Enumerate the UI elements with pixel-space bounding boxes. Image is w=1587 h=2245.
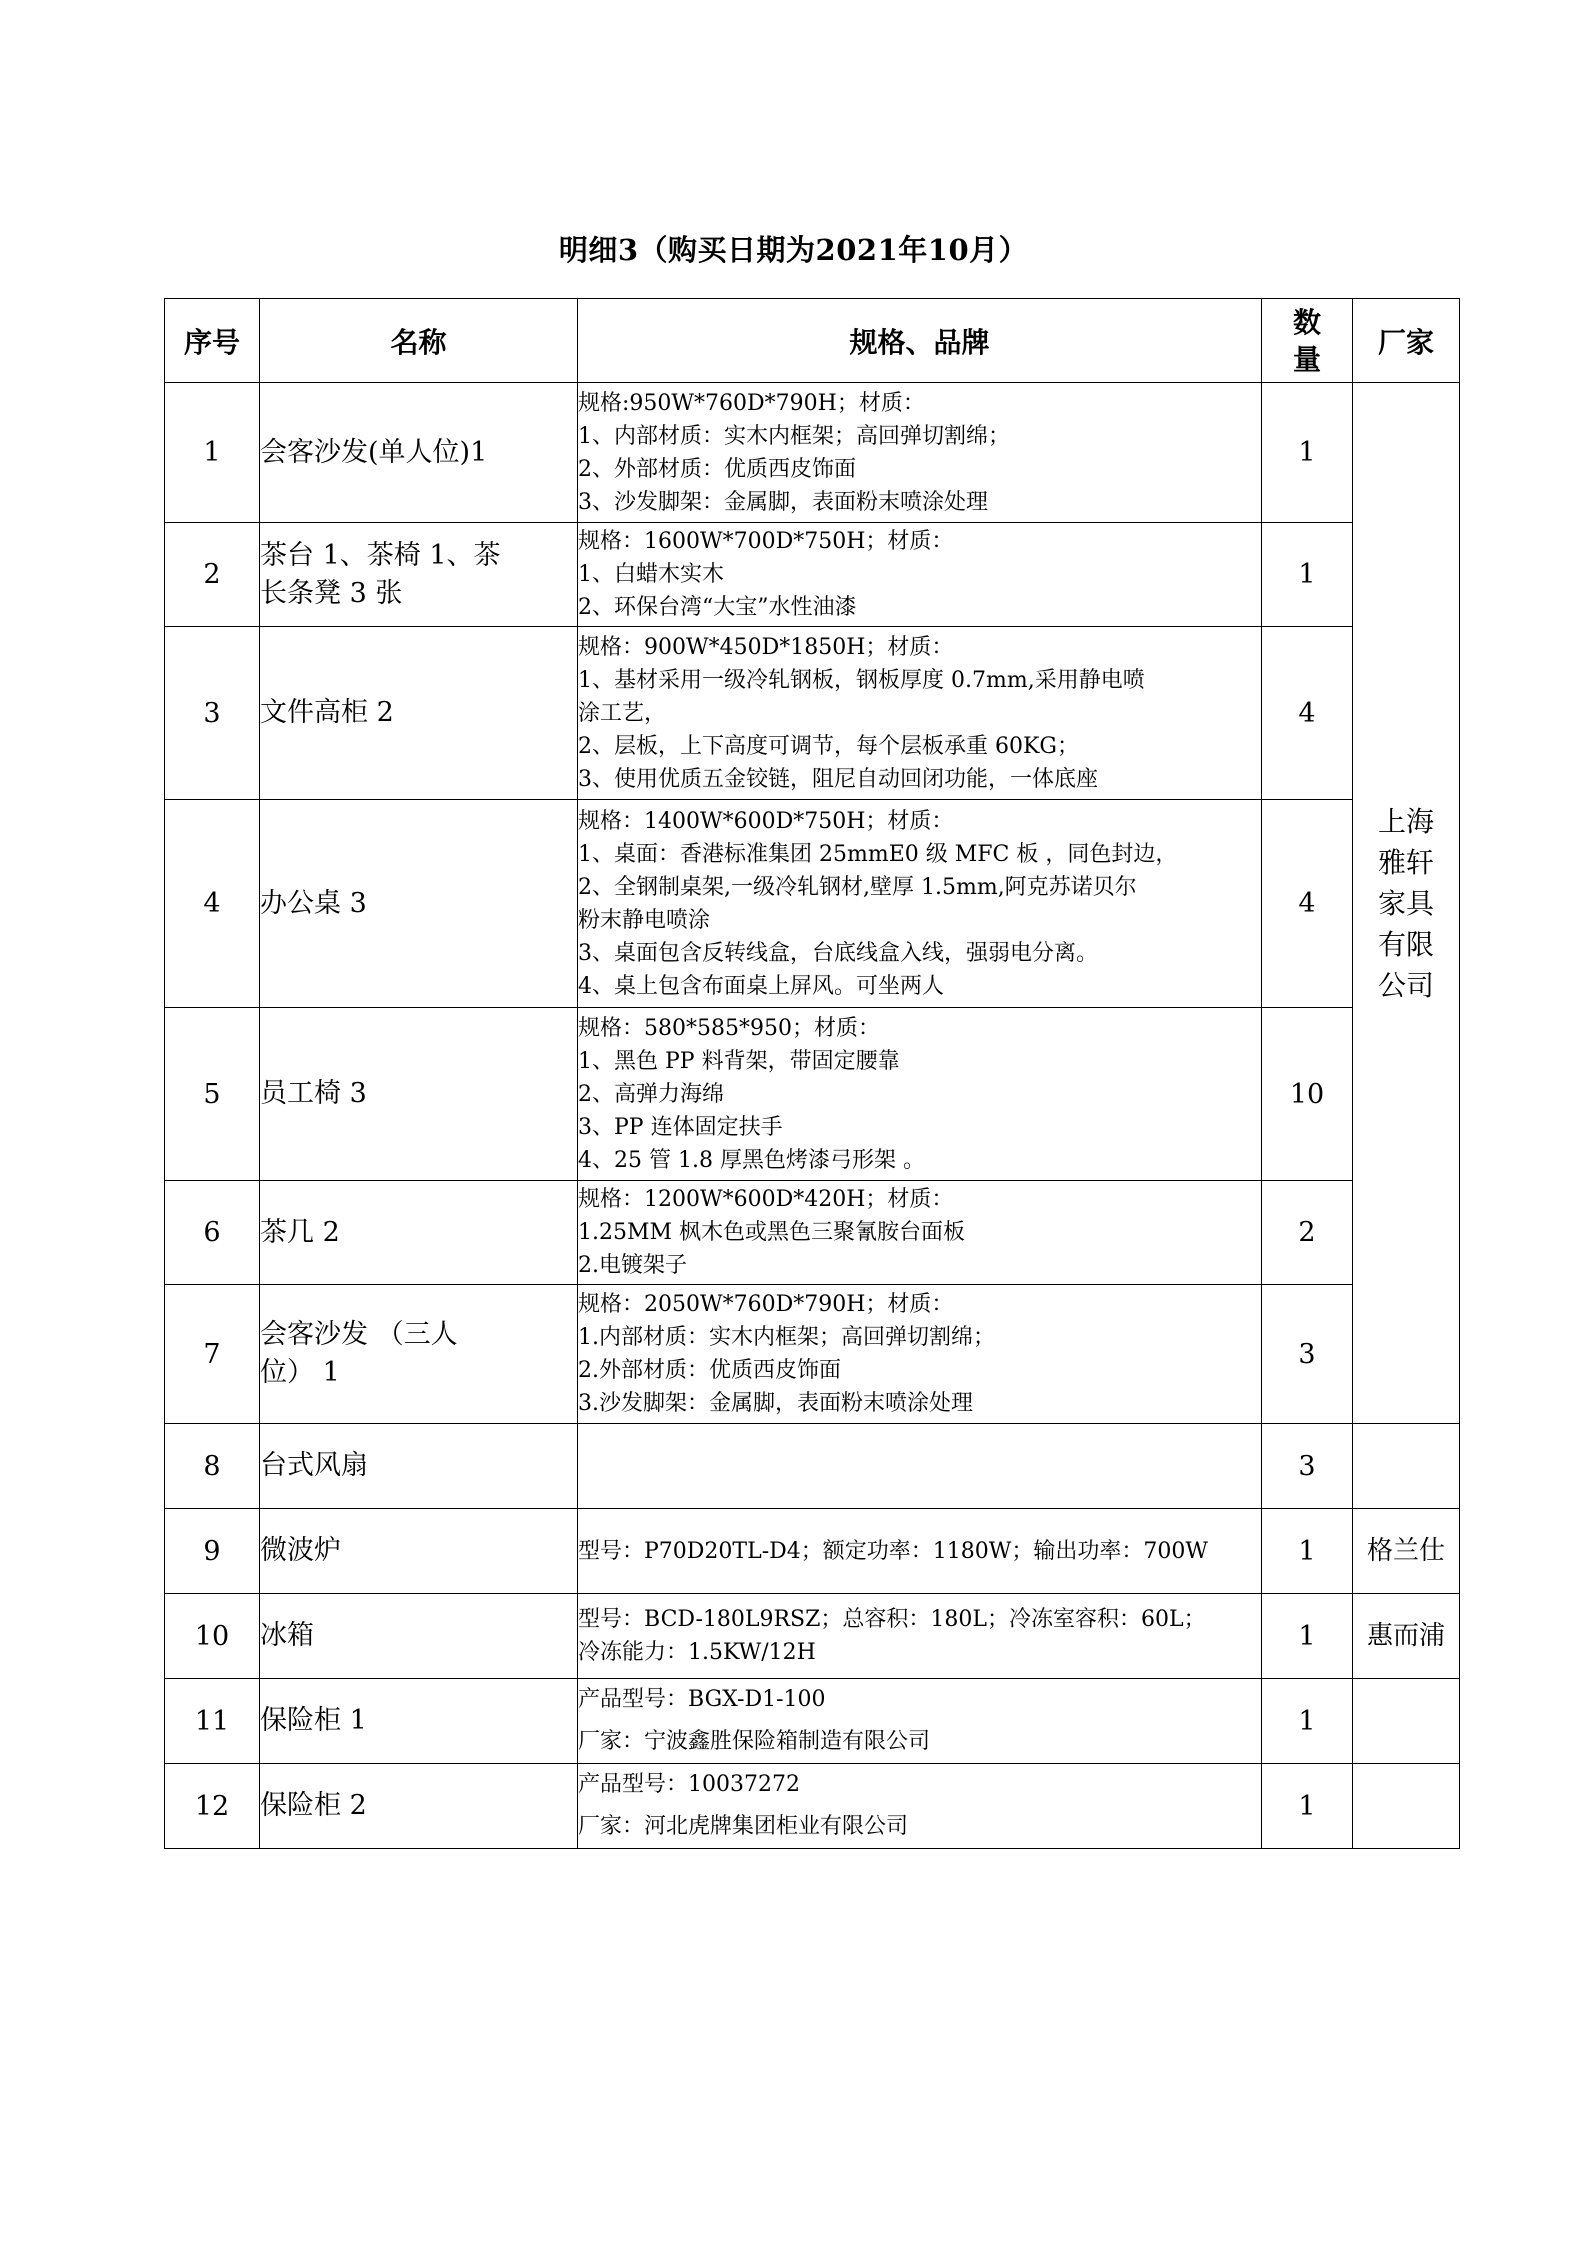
table-row bbox=[165, 627, 1460, 800]
header-manufacturer: 厂家 bbox=[1353, 299, 1460, 383]
cell-spec bbox=[578, 1509, 1262, 1594]
cell-name bbox=[260, 1509, 578, 1594]
name-line: 茶几 2 bbox=[260, 1216, 340, 1248]
cell-quantity: 4 bbox=[1262, 627, 1353, 800]
spec-line: 型号：P70D20TL-D4；额定功率：1180W；输出功率：700W bbox=[578, 1538, 1208, 1564]
cell-quantity: 3 bbox=[1262, 1285, 1353, 1424]
cell-manufacturer bbox=[1353, 1424, 1460, 1509]
spec-line: 规格：580*585*950；材质： bbox=[578, 1015, 880, 1041]
header-quantity-top: 数 bbox=[1292, 305, 1321, 339]
cell-quantity: 1 bbox=[1262, 1594, 1353, 1679]
cell-index: 7 bbox=[165, 1285, 260, 1424]
spec-line: 2.电镀架子 bbox=[578, 1253, 687, 1278]
cell-manufacturer: 惠而浦 bbox=[1353, 1594, 1460, 1679]
cell-name bbox=[260, 1594, 578, 1679]
cell-quantity: 3 bbox=[1262, 1424, 1353, 1509]
spec-line: 3、使用优质五金铰链，阻尼自动回闭功能，一体底座 bbox=[578, 766, 1098, 792]
cell-index: 11 bbox=[165, 1679, 260, 1764]
header-quantity-bottom: 量 bbox=[1292, 342, 1321, 376]
table-row bbox=[165, 800, 1460, 1008]
cell-spec bbox=[578, 1764, 1262, 1849]
mfr-line: 有限 bbox=[1377, 927, 1434, 961]
header-name: 名称 bbox=[260, 299, 578, 383]
cell-quantity: 4 bbox=[1262, 800, 1353, 1008]
spec-line: 1、黑色 PP 料背架，带固定腰靠 bbox=[578, 1048, 900, 1074]
spec-line: 1、基材采用一级冷轧钢板，钢板厚度 0.7mm,采用静电喷 bbox=[578, 667, 1145, 693]
cell-name bbox=[260, 523, 578, 627]
name-line: 保险柜 1 bbox=[260, 1705, 367, 1736]
table-row bbox=[165, 1008, 1460, 1181]
spec-line: 型号：BCD-180L9RSZ；总容积：180L；冷冻室容积：60L； bbox=[578, 1607, 1206, 1632]
document-title: 明细3（购买日期为2021年10月） bbox=[558, 233, 1029, 267]
cell-spec bbox=[578, 1008, 1262, 1181]
spec-line: 2、层板，上下高度可调节，每个层板承重 60KG； bbox=[578, 733, 1079, 759]
cell-quantity: 1 bbox=[1262, 1679, 1353, 1764]
cell-name bbox=[260, 1008, 578, 1181]
name-line: 会客沙发 （三人 bbox=[260, 1319, 458, 1350]
table-row bbox=[165, 1181, 1460, 1285]
cell-spec bbox=[578, 523, 1262, 627]
spec-line: 3.沙发脚架：金属脚，表面粉末喷涂处理 bbox=[578, 1391, 973, 1416]
spec-line: 规格：1400W*600D*750H；材质： bbox=[578, 808, 954, 834]
table-row bbox=[165, 1285, 1460, 1424]
header-index: 序号 bbox=[165, 299, 260, 383]
name-line: 保险柜 2 bbox=[260, 1790, 367, 1821]
cell-manufacturer: 格兰仕 bbox=[1353, 1509, 1460, 1594]
cell-name bbox=[260, 1285, 578, 1424]
cell-index: 3 bbox=[165, 627, 260, 800]
spec-line: 厂家：河北虎牌集团柜业有限公司 bbox=[578, 1814, 909, 1839]
spec-line: 规格:950W*760D*790H；材质： bbox=[578, 390, 925, 416]
spec-line: 粉末静电喷涂 bbox=[578, 907, 711, 933]
cell-index: 10 bbox=[165, 1594, 260, 1679]
spec-line: 2、环保台湾“大宝”水性油漆 bbox=[578, 595, 857, 620]
cell-spec bbox=[578, 800, 1262, 1008]
name-line: 长条凳 3 张 bbox=[260, 577, 403, 609]
mfr-line: 雅轩 bbox=[1377, 845, 1434, 879]
purchase-detail-table bbox=[164, 298, 1460, 1849]
cell-spec bbox=[578, 1424, 1262, 1509]
cell-quantity: 1 bbox=[1262, 383, 1353, 523]
cell-name bbox=[260, 1764, 578, 1849]
cell-index: 8 bbox=[165, 1424, 260, 1509]
name-line: 台式风扇 bbox=[260, 1450, 368, 1481]
name-line: 文件高柜 2 bbox=[260, 697, 394, 728]
spec-line: 1、桌面：香港标准集团 25mmE0 级 MFC 板 ，同色封边， bbox=[578, 841, 1178, 867]
cell-quantity: 2 bbox=[1262, 1181, 1353, 1285]
cell-index: 9 bbox=[165, 1509, 260, 1594]
name-line: 微波炉 bbox=[260, 1535, 341, 1566]
table-row bbox=[165, 1764, 1460, 1849]
cell-manufacturer bbox=[1353, 1679, 1460, 1764]
cell-manufacturer-merged bbox=[1353, 383, 1460, 1424]
spec-line: 2.外部材质：优质西皮饰面 bbox=[578, 1358, 841, 1383]
spec-line: 产品型号：BGX-D1-100 bbox=[578, 1687, 826, 1712]
spec-line: 1、白蜡木实木 bbox=[578, 562, 724, 587]
spec-line: 冷冻能力：1.5KW/12H bbox=[578, 1640, 816, 1665]
cell-quantity: 10 bbox=[1262, 1008, 1353, 1181]
cell-quantity: 1 bbox=[1262, 1764, 1353, 1849]
spec-line: 2、外部材质：优质西皮饰面 bbox=[578, 456, 856, 482]
spec-line: 产品型号：10037272 bbox=[578, 1772, 800, 1797]
spec-line: 1、内部材质：实木内框架；高回弹切割绵； bbox=[578, 423, 1010, 449]
cell-spec bbox=[578, 1181, 1262, 1285]
table-row bbox=[165, 1424, 1460, 1509]
spec-line: 3、桌面包含反转线盒，台底线盒入线，强弱电分离。 bbox=[578, 940, 1098, 966]
name-line: 会客沙发(单人位)1 bbox=[260, 436, 488, 468]
cell-spec bbox=[578, 383, 1262, 523]
name-line: 员工椅 3 bbox=[260, 1078, 367, 1109]
cell-spec bbox=[578, 627, 1262, 800]
cell-spec bbox=[578, 1594, 1262, 1679]
cell-name bbox=[260, 627, 578, 800]
cell-quantity: 1 bbox=[1262, 1509, 1353, 1594]
mfr-line: 上海 bbox=[1377, 804, 1434, 838]
spec-line: 3、沙发脚架：金属脚，表面粉末喷涂处理 bbox=[578, 489, 988, 515]
cell-name bbox=[260, 800, 578, 1008]
name-line: 茶台 1、茶椅 1、茶 bbox=[260, 539, 501, 571]
name-line: 冰箱 bbox=[260, 1620, 314, 1651]
spec-line: 1.内部材质：实木内框架；高回弹切割绵； bbox=[578, 1325, 995, 1350]
header-spec: 规格、品牌 bbox=[578, 299, 1262, 383]
mfr-line: 家具 bbox=[1377, 886, 1434, 920]
cell-spec bbox=[578, 1285, 1262, 1424]
spec-line: 1.25MM 枫木色或黑色三聚氰胺台面板 bbox=[578, 1220, 966, 1245]
spec-line: 2、全钢制桌架,一级冷轧钢材,壁厚 1.5mm,阿克苏诺贝尔 bbox=[578, 874, 1137, 900]
cell-index: 6 bbox=[165, 1181, 260, 1285]
spec-line: 规格：1200W*600D*420H；材质： bbox=[578, 1187, 954, 1212]
cell-index: 2 bbox=[165, 523, 260, 627]
cell-name bbox=[260, 1679, 578, 1764]
spec-line: 规格：900W*450D*1850H；材质： bbox=[578, 634, 954, 660]
cell-index: 1 bbox=[165, 383, 260, 523]
spec-line: 4、25 管 1.8 厚黑色烤漆弓形架 。 bbox=[578, 1147, 925, 1173]
cell-name bbox=[260, 1424, 578, 1509]
cell-index: 4 bbox=[165, 800, 260, 1008]
table-row bbox=[165, 523, 1460, 627]
table-row bbox=[165, 1679, 1460, 1764]
spec-line: 3、PP 连体固定扶手 bbox=[578, 1114, 783, 1140]
cell-manufacturer bbox=[1353, 1764, 1460, 1849]
header-quantity bbox=[1262, 299, 1353, 383]
spec-line: 2、高弹力海绵 bbox=[578, 1081, 724, 1107]
table-row bbox=[165, 1509, 1460, 1594]
cell-quantity: 1 bbox=[1262, 523, 1353, 627]
name-line: 位） 1 bbox=[260, 1357, 340, 1388]
cell-name bbox=[260, 383, 578, 523]
spec-line: 厂家：宁波鑫胜保险箱制造有限公司 bbox=[578, 1729, 931, 1754]
table-header-row bbox=[165, 299, 1460, 383]
spec-line: 规格：2050W*760D*790H；材质： bbox=[578, 1292, 954, 1317]
spec-line: 涂工艺， bbox=[578, 700, 667, 726]
spec-line: 4、桌上包含布面桌上屏风。可坐两人 bbox=[578, 973, 944, 999]
cell-index: 12 bbox=[165, 1764, 260, 1849]
table-row bbox=[165, 383, 1460, 523]
cell-spec bbox=[578, 1679, 1262, 1764]
table-row bbox=[165, 1594, 1460, 1679]
spec-line: 规格：1600W*700D*750H；材质： bbox=[578, 529, 954, 554]
name-line: 办公桌 3 bbox=[260, 887, 367, 919]
cell-index: 5 bbox=[165, 1008, 260, 1181]
cell-name bbox=[260, 1181, 578, 1285]
mfr-line: 公司 bbox=[1377, 968, 1434, 1002]
